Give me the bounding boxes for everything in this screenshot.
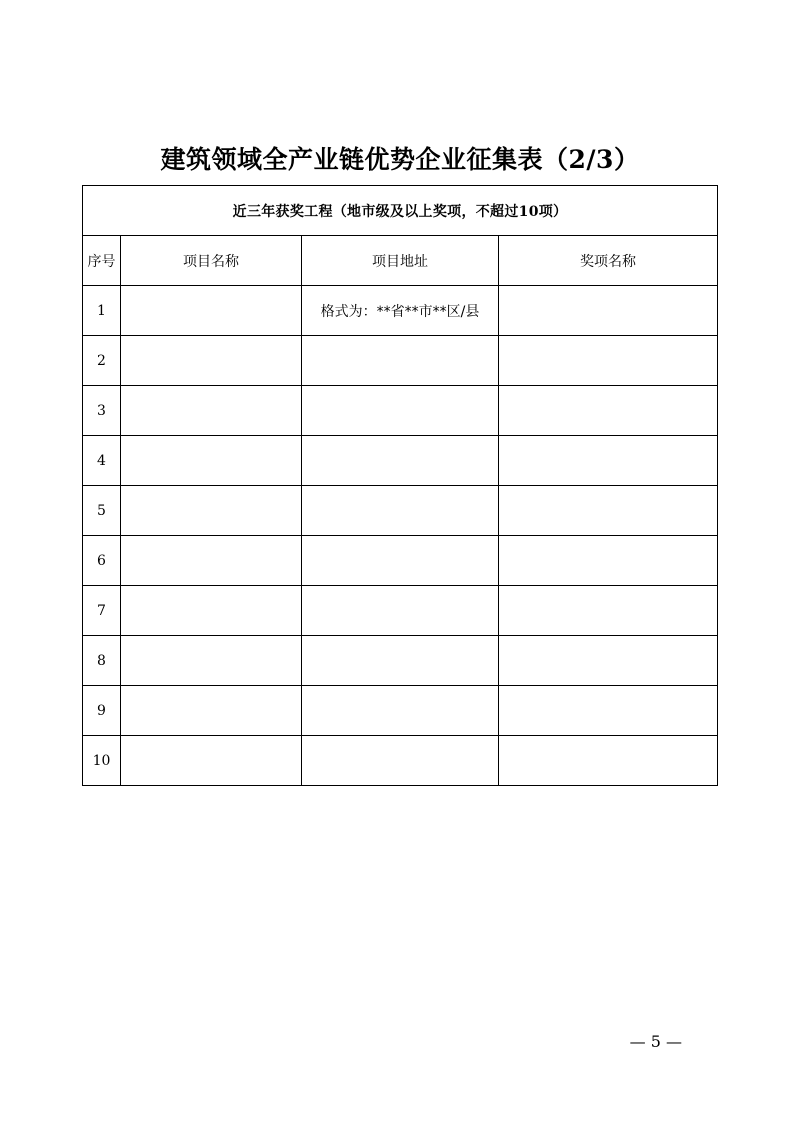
row-index: 1 — [83, 286, 121, 336]
column-header-project-address: 项目地址 — [302, 236, 499, 286]
row-index: 6 — [83, 536, 121, 586]
project-address-cell[interactable] — [302, 736, 499, 786]
project-name-cell[interactable] — [121, 286, 302, 336]
table-row — [83, 686, 718, 736]
table-row — [83, 386, 718, 436]
table-row — [83, 636, 718, 686]
project-name-cell[interactable] — [121, 386, 302, 436]
project-name-cell[interactable] — [121, 586, 302, 636]
project-name-cell[interactable] — [121, 336, 302, 386]
column-header-row — [83, 236, 718, 286]
table-row — [83, 336, 718, 386]
row-index: 4 — [83, 436, 121, 486]
award-name-cell[interactable] — [499, 386, 718, 436]
project-address-cell[interactable] — [302, 686, 499, 736]
project-name-cell[interactable] — [121, 736, 302, 786]
project-address-cell[interactable] — [302, 386, 499, 436]
award-name-cell[interactable] — [499, 286, 718, 336]
row-index: 8 — [83, 636, 121, 686]
project-name-cell[interactable] — [121, 686, 302, 736]
award-name-cell[interactable] — [499, 586, 718, 636]
project-name-cell[interactable] — [121, 436, 302, 486]
page-number: — 5 — — [629, 1032, 682, 1051]
award-projects-table — [82, 185, 718, 786]
section-header-row — [83, 186, 718, 236]
row-index: 2 — [83, 336, 121, 386]
award-name-cell[interactable] — [499, 336, 718, 386]
row-index: 3 — [83, 386, 121, 436]
column-header-project-name: 项目名称 — [121, 236, 302, 286]
table-row — [83, 436, 718, 486]
row-index: 7 — [83, 586, 121, 636]
award-name-cell[interactable] — [499, 636, 718, 686]
project-name-cell[interactable] — [121, 536, 302, 586]
project-name-cell[interactable] — [121, 636, 302, 686]
project-address-cell[interactable] — [302, 436, 499, 486]
project-address-cell[interactable]: 格式为：**省**市**区/县 — [302, 286, 499, 336]
row-index: 9 — [83, 686, 121, 736]
column-header-index: 序号 — [83, 236, 121, 286]
award-name-cell[interactable] — [499, 686, 718, 736]
document-title: 建筑领域全产业链优势企业征集表（2/3） — [160, 145, 640, 174]
project-name-cell[interactable] — [121, 486, 302, 536]
table-row — [83, 586, 718, 636]
project-address-cell[interactable] — [302, 636, 499, 686]
column-header-award-name: 奖项名称 — [499, 236, 718, 286]
project-address-cell[interactable] — [302, 336, 499, 386]
award-name-cell[interactable] — [499, 436, 718, 486]
table-row — [83, 286, 718, 336]
row-index: 10 — [83, 736, 121, 786]
project-address-cell[interactable] — [302, 586, 499, 636]
table-row — [83, 536, 718, 586]
award-name-cell[interactable] — [499, 486, 718, 536]
award-name-cell[interactable] — [499, 536, 718, 586]
award-name-cell[interactable] — [499, 736, 718, 786]
section-header: 近三年获奖工程（地市级及以上奖项，不超过10项） — [83, 186, 718, 236]
row-index: 5 — [83, 486, 121, 536]
project-address-cell[interactable] — [302, 486, 499, 536]
table-row — [83, 736, 718, 786]
project-address-cell[interactable] — [302, 536, 499, 586]
table-row — [83, 486, 718, 536]
